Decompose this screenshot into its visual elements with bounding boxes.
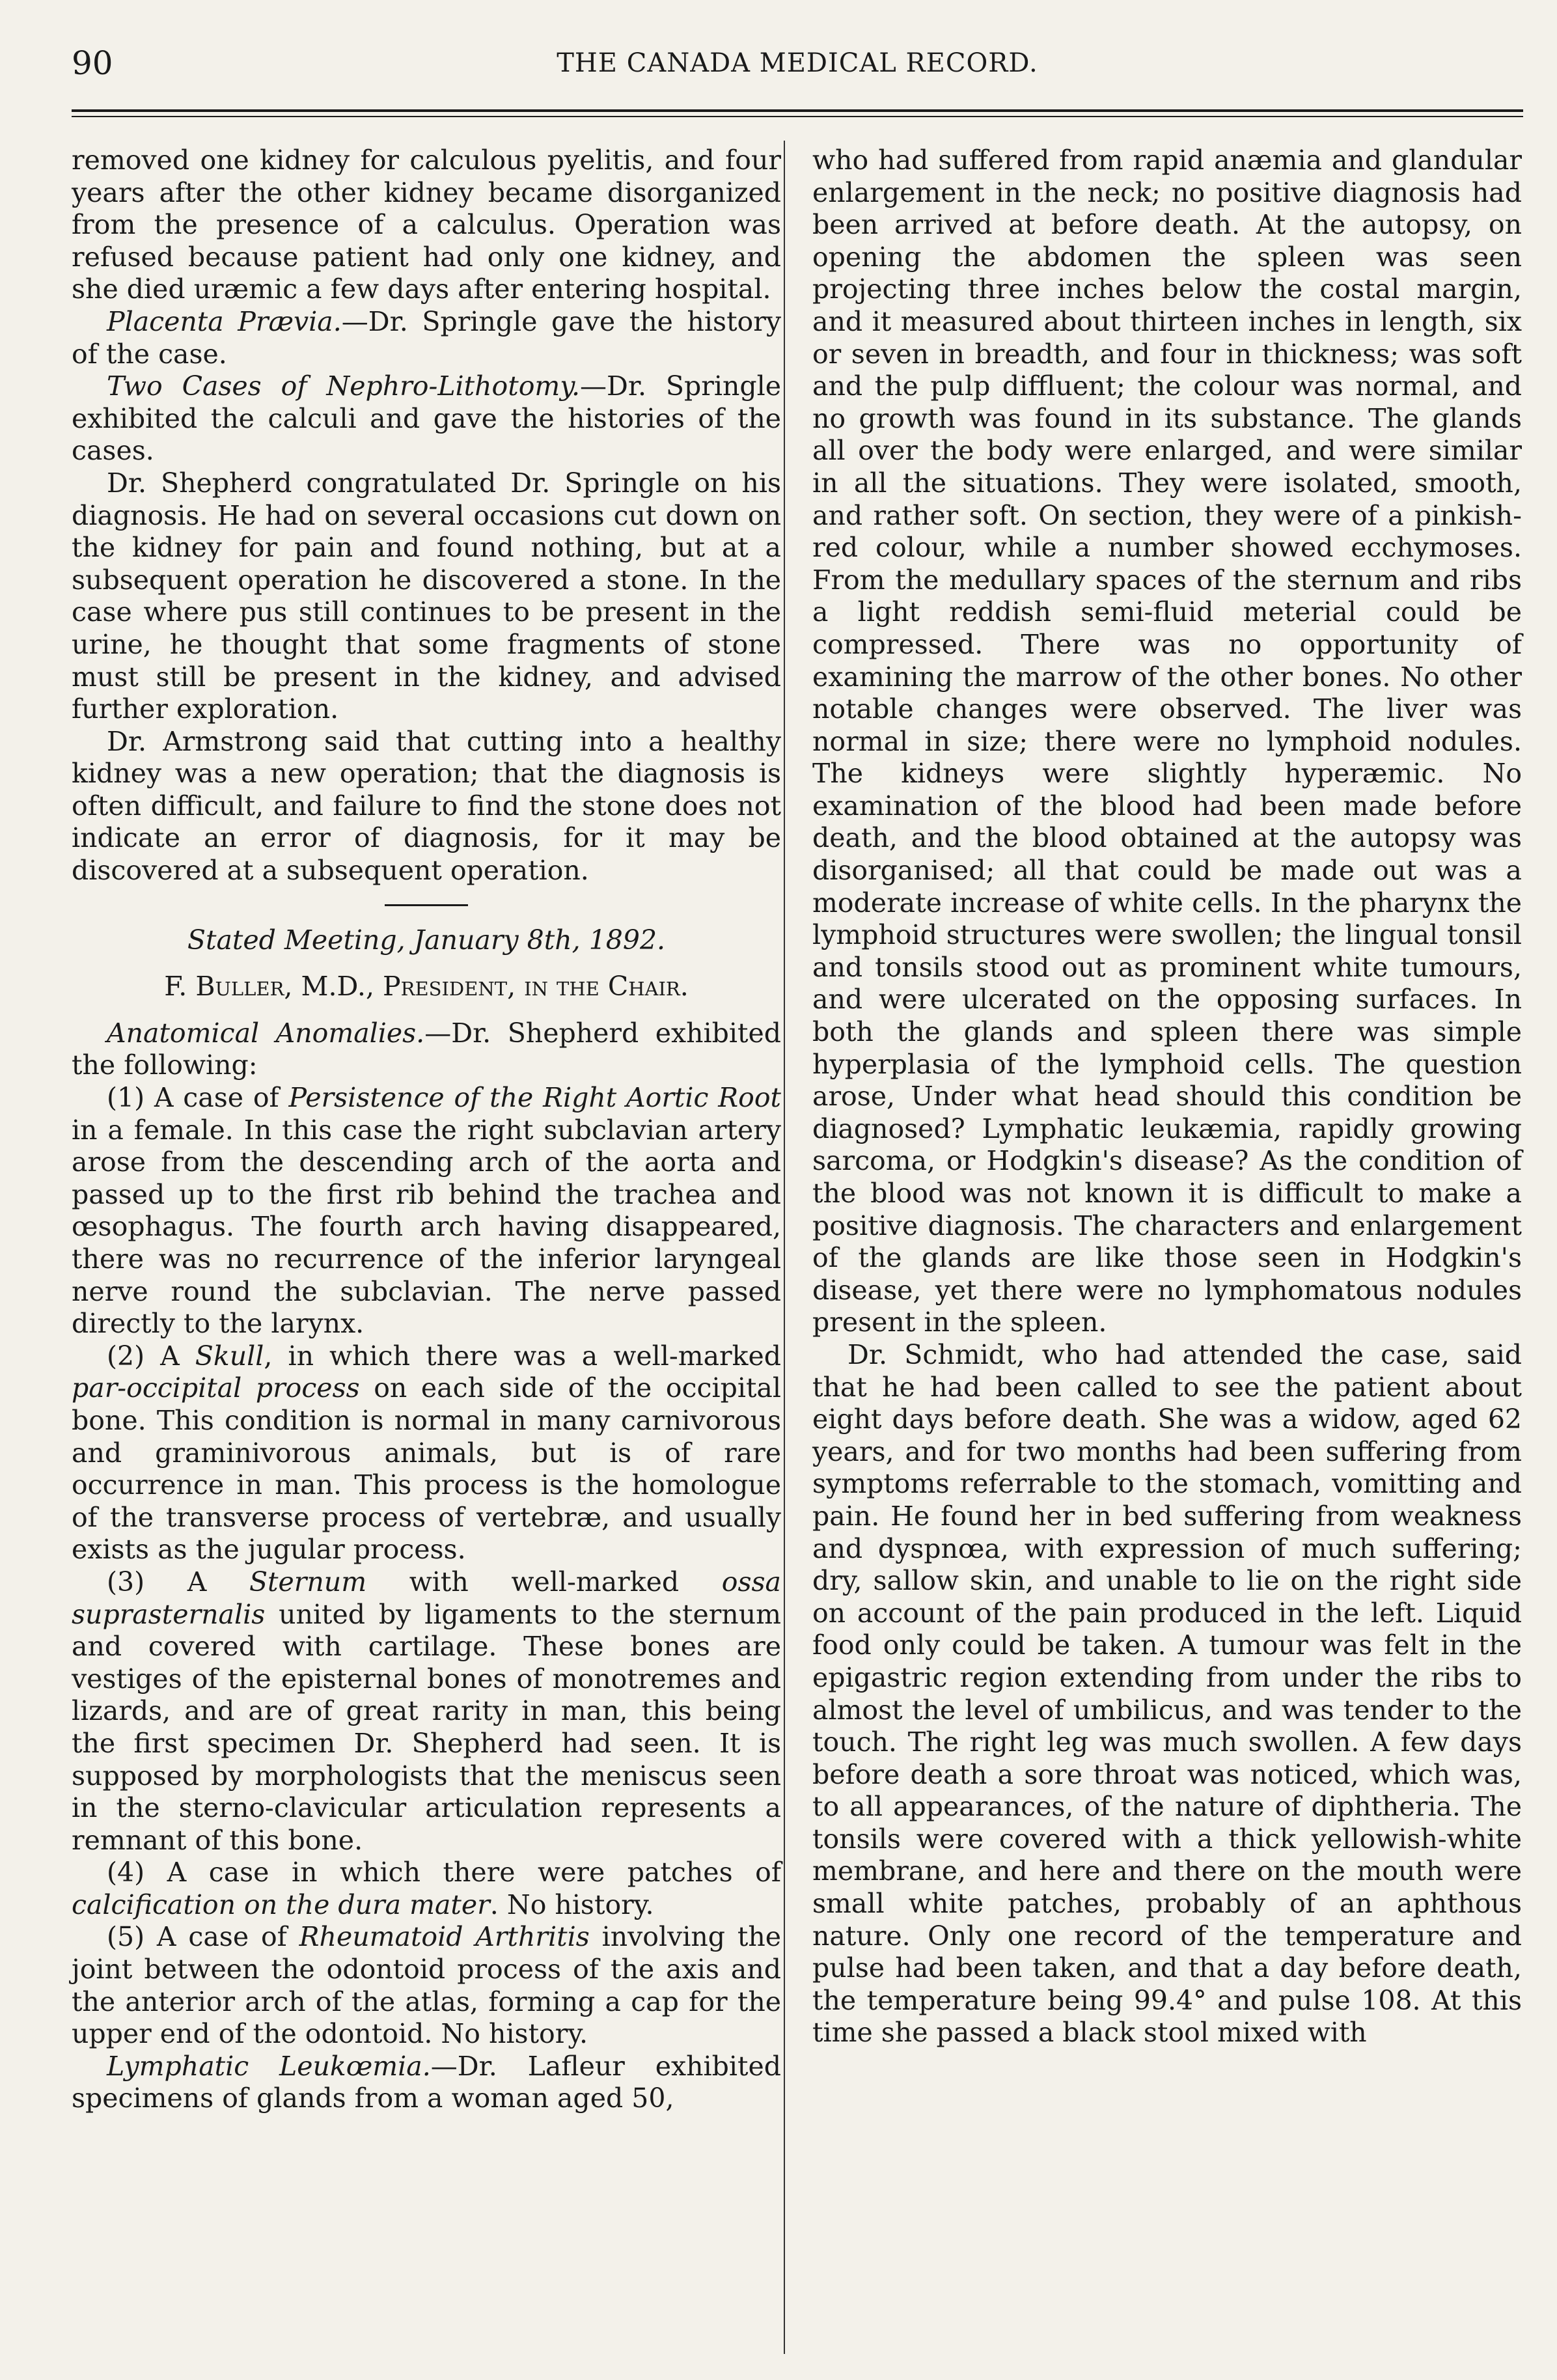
- anomalies-text: —Dr. Shepherd exhibited the following:: [72, 1017, 781, 1081]
- item-2-mid: , in which there was a well-marked: [264, 1340, 781, 1372]
- right-column: [812, 145, 1522, 2049]
- leukaemia-text: —Dr. Lafleur exhibited specimens of glands from a woman aged 50,: [72, 2050, 781, 2114]
- item-4-text: . No history.: [489, 1889, 654, 1920]
- spacer: [72, 956, 781, 971]
- left-paragraph-1: removed one kidney for calculous pyelitis, and four years after the other kidney became disorganized from the presence of a calculus. Operation was refused because patient had only one kidney, and she died uræmic a few days after entering hospital.: [72, 145, 781, 305]
- item-5-title: Rheumatoid Arthritis: [299, 1921, 590, 1953]
- item-3: [72, 1566, 781, 1857]
- anomalies-title: Anatomical Anomalies.: [107, 1017, 425, 1049]
- item-2-title-2: par-occipital process: [72, 1372, 360, 1404]
- section-divider: [385, 904, 468, 906]
- item-4-lead: (4) A case in which there were patches of: [107, 1857, 781, 1889]
- item-1-lead: (1) A case of: [107, 1082, 289, 1114]
- column-divider: [784, 141, 785, 2354]
- running-title: THE CANADA MEDICAL RECORD.: [557, 48, 1038, 78]
- spacer: [72, 1003, 781, 1017]
- placenta-text: —Dr. Springle gave the history of the case.: [72, 305, 781, 370]
- item-1-text: in a female. In this case the right subclavian artery arose from the descending arch of the aorta and passed up to the first rib behind the trachea and œsophagus. The fourth arch having disappeared, there was no recurrence of the inferior laryngeal nerve round the subclavian. The nerve passed directly to the larynx.: [72, 1114, 781, 1340]
- item-2-lead: (2) A: [107, 1340, 195, 1372]
- meeting-title-text: Stated Meeting, January 8th, 1892.: [187, 924, 666, 956]
- item-2: [72, 1340, 781, 1566]
- item-5: [72, 1921, 781, 2050]
- item-2-text: on each side of the occipital bone. This condition is normal in many carnivorous and graminivorous animals, but is of rare occurrence in man. This process is the homologue of the transverse process of vertebræ, and usually exists as the jugular process.: [72, 1372, 781, 1566]
- two-cases-text: —Dr. Springle exhibited the calculi and gave the histories of the cases.: [72, 370, 781, 467]
- shepherd-paragraph: Dr. Shepherd congratulated Dr. Springle on his diagnosis. He had on several occasions cut down on the kidney for pain and found nothing, but at a subsequent operation he discovered a stone. In the case where pus still continues to be present in the urine, he thought that some fragments of stone must still be present in the kidney, and advised further exploration.: [72, 467, 781, 725]
- item-1: [72, 1082, 781, 1340]
- left-column: [72, 145, 781, 2115]
- header-rule-thick: [72, 109, 1523, 112]
- two-cases-title: Two Cases of Nephro-Lithotomy.: [107, 370, 581, 402]
- meeting-title: [72, 924, 781, 957]
- item-1-title: Persistence of the Right Aortic Root: [288, 1082, 781, 1114]
- item-5-lead: (5) A case of: [107, 1921, 299, 1953]
- placenta-title: Placenta Prævia.: [107, 305, 342, 337]
- item-2-title: Skull: [195, 1340, 264, 1372]
- page-number: 90: [72, 44, 113, 82]
- anomalies-paragraph: [72, 1017, 781, 1082]
- item-3-text: united by ligaments to the sternum and covered with cartilage. These bones are vestiges of the episternal bones of monotremes and lizards, and are of great rarity in man, this being the first specimen Dr. Shepherd had seen. It is supposed by morphologists that the meniscus seen in the sterno-clavicular articulation represents a remnant of this bone.: [72, 1598, 781, 1856]
- chair-line: F. Buller, M.D., President, in the Chair.: [164, 971, 689, 1003]
- leukaemia-paragraph: [72, 2051, 781, 2115]
- right-paragraph-1: who had suffered from rapid anæmia and glandular enlargement in the neck; no positive diagnosis had been arrived at before death. At the autopsy, on opening the abdomen the spleen was seen projecting three inches below the costal margin, and it measured about thirteen inches in length, six or seven in breadth, and four in thickness; was soft and the pulp diffluent; the colour was normal, and no growth was found in its substance. The glands all over the body were enlarged, and were similar in all the situations. They were isolated, smooth, and rather soft. On section, they were of a pinkish-red colour, while a number showed ecchymoses. From the medullary spaces of the sternum and ribs a light reddish semi-fluid meterial could be compressed. There was no opportunity of examining the marrow of the other bones. No other notable changes were observed. The liver was normal in size; there were no lymphoid nodules. The kidneys were slightly hyperæmic. No examination of the blood had been made before death, and the blood obtained at the autopsy was disorganised; all that could be made out was a moderate increase of white cells. In the pharynx the lymphoid structures were swollen; the lingual tonsil and tonsils stood out as prominent white tumours, and were ulcerated on the opposing surfaces. In both the glands and spleen there was simple hyperplasia of the lymphoid cells. The question arose, Under what head should this condition be diagnosed? Lymphatic leukæmia, rapidly growing sarcoma, or Hodgkin's disease? As the condition of the blood was not known it is difficult to make a positive diagnosis. The characters and enlargement of the glands are like those seen in Hodgkin's disease, yet there were no lymphomatous nodules present in the spleen.: [812, 145, 1522, 1338]
- item-3-lead: (3) A: [107, 1566, 249, 1598]
- item-5-text: involving the joint between the odontoid process of the axis and the anterior arch of the atlas, forming a cap for the upper end of the odontoid. No history.: [72, 1921, 782, 2050]
- item-4-title: calcification on the dura mater: [72, 1889, 490, 1920]
- armstrong-paragraph: Dr. Armstrong said that cutting into a healthy kidney was a new operation; that the diagnosis is often difficult, and failure to find the stone does not indicate an error of diagnosis, for it may be discovered at a subsequent operation.: [72, 725, 781, 887]
- item-3-title-2: ossa suprasternalis: [72, 1566, 781, 1630]
- two-cases-paragraph: [72, 370, 781, 467]
- placenta-paragraph: [72, 306, 781, 370]
- schmidt-paragraph: Dr. Schmidt, who had attended the case, said that he had been called to see the patient about eight days before death. She was a widow, aged 62 years, and for two months had been suffering from symptoms referrable to the stomach, vomitting and pain. He found her in bed suffering from weakness and dyspnœa, with expression of much suffering; dry, sallow skin, and unable to lie on the right side on account of the pain produced in the left. Liquid food only could be taken. A tumour was felt in the epigastric region extending from under the ribs to almost the level of umbilicus, and was tender to the touch. The right leg was much swollen. A few days before death a sore throat was noticed, which was, to all appearances, of the nature of diphtheria. The tonsils were covered with a thick yellowish-white membrane, and here and there on the mouth were small white patches, probably of an aphthous nature. Only one record of the temperature and pulse had been taken, and that a day before death, the temperature being 99.4° and pulse 108. At this time she passed a black stool mixed with: [812, 1338, 1522, 2049]
- leukaemia-title: Lymphatic Leukœmia.: [107, 2050, 431, 2082]
- item-4: [72, 1857, 781, 1921]
- header-rule-thin: [72, 116, 1523, 117]
- page-header: [72, 39, 1523, 98]
- item-3-title: Sternum: [249, 1566, 367, 1598]
- item-3-mid: with well-marked: [366, 1566, 722, 1598]
